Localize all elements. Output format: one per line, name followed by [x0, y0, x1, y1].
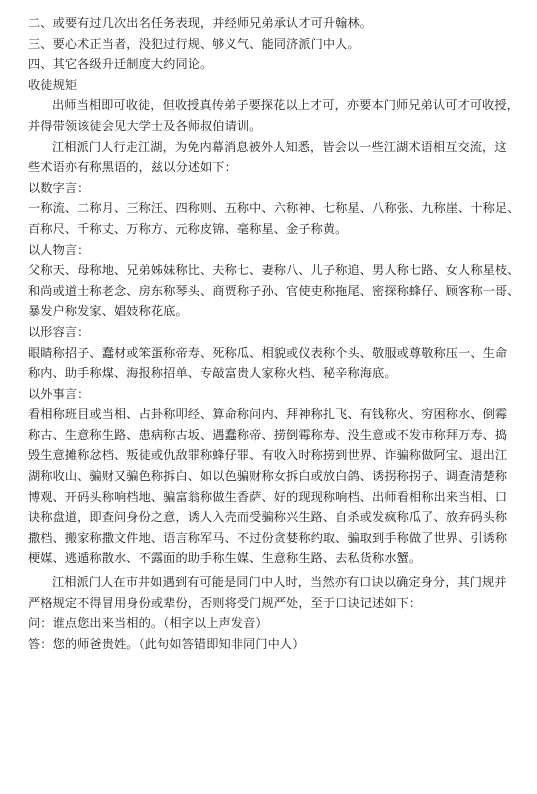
paragraph-line: 湖称收山、骗财又骗色称拆白、如以色骗财称女拆白或放白鸽、诱拐称拐子、调查清楚称: [28, 469, 508, 484]
paragraph-line: 撒档、搬家称撒文件地、语言称军马、不过份贪婪称约取、骗取到手称做了世界、引诱称: [28, 530, 508, 545]
answer-line: 答：您的师爸贵姓。（此句如答错即知非同门中人）: [28, 636, 305, 651]
rule-line-4: 四、其它各级升迁制度大约同论。: [28, 57, 213, 72]
paragraph-line: 暴发户称发家、娼妓称花底。: [28, 304, 188, 319]
paragraph-line: 看相称班目或当相、占卦称叩经、算命称问内、拜神称扎飞、有钱称火、穷困称水、倒霉: [28, 407, 508, 422]
section-heading-apprentice-rules: 收徒规矩: [28, 77, 78, 92]
paragraph-line: 江相派门人在市井如遇到有可能是同门中人时，当然亦有口诀以确定身分，其门规并: [52, 575, 507, 590]
paragraph-line: 父称天、母称地、兄弟姊妹称比、夫称七、妻称八、儿子称追、男人称七路、女人称星枝、: [28, 263, 520, 278]
paragraph-line: 严格规定不得冒用身份或辈份，否则将受门规严处，至于口诀记述如下：: [28, 595, 422, 610]
paragraph-line: 出师当相即可收徒，但收授真传弟子要探花以上才可，亦要本门师兄弟认可才可收授，: [52, 98, 519, 113]
paragraph-line: 百称尺、千称丈、万称方、元称皮锦、毫称星、金子称黄。: [28, 221, 348, 236]
subheading-people: 以人物言：: [28, 242, 90, 257]
paragraph-line: 毁生意摊称忿档、叛徒或仇敌罪称蜂仔罪、有收入时称捞到世界、诈骗称做阿宝、退出江: [28, 448, 508, 463]
question-line: 问：谁点您出来当相的。（相字以上声发音）: [28, 616, 268, 631]
subheading-numbers: 以数字言：: [28, 180, 90, 195]
paragraph-line: 称内、助手称煤、海报称招单、专敲富贵人家称火档、秘辛称海底。: [28, 366, 397, 381]
paragraph-line: 江相派门人行走江湖，为免内幕消息被外人知悉，皆会以一些江湖术语相互交流，这: [52, 139, 507, 154]
paragraph-line: 些术语亦有称黑语的，兹以分述如下：: [28, 160, 237, 175]
paragraph-line: 并得带领该徒会见大学士及各师叔伯请训。: [28, 118, 262, 133]
paragraph-line: 称古、生意称生路、患病称古坂、遇蠢称帝、捞倒霉称寿、没生意或不发市称拜万寿、捣: [28, 427, 508, 442]
subheading-descriptions: 以形容言：: [28, 324, 90, 339]
paragraph-line: 博观、开码头称响档地、骗富翁称做生香萨、好的现现称响档、出师看相称出来当相、口: [28, 489, 508, 504]
subheading-external-matters: 以外事言：: [28, 386, 90, 401]
rule-line-3: 三、要心术正当者，没犯过行规、够义气、能同济派门中人。: [28, 36, 360, 51]
paragraph-line: 眼睛称招子、蠢材或笨蛋称帝寿、死称瓜、相貌或仪表称个头、敬服或尊敬称压一、生命: [28, 345, 508, 360]
paragraph-line: 和尚或道士称老念、房东称琴头、商贾称子孙、官使吏称拖尾、密探称蜂仔、顾客称一哥、: [28, 283, 520, 298]
paragraph-line: 诀称盘道，即查问身份之意，诱人入壳而受骗称兴生路、自杀或发疯称瓜了、放弃码头称: [28, 510, 508, 525]
rule-line-2: 二、或要有过几次出名任务表现，并经师兄弟承认才可升翰林。: [28, 16, 373, 30]
paragraph-line: 梗媒、逃遁称散水、不露面的助手称生媒、生意称生路、去私货称水蟹。: [28, 551, 422, 566]
paragraph-line: 一称流、二称月、三称汪、四称则、五称中、六称神、七称星、八称张、九称崖、十称足、: [28, 201, 520, 216]
